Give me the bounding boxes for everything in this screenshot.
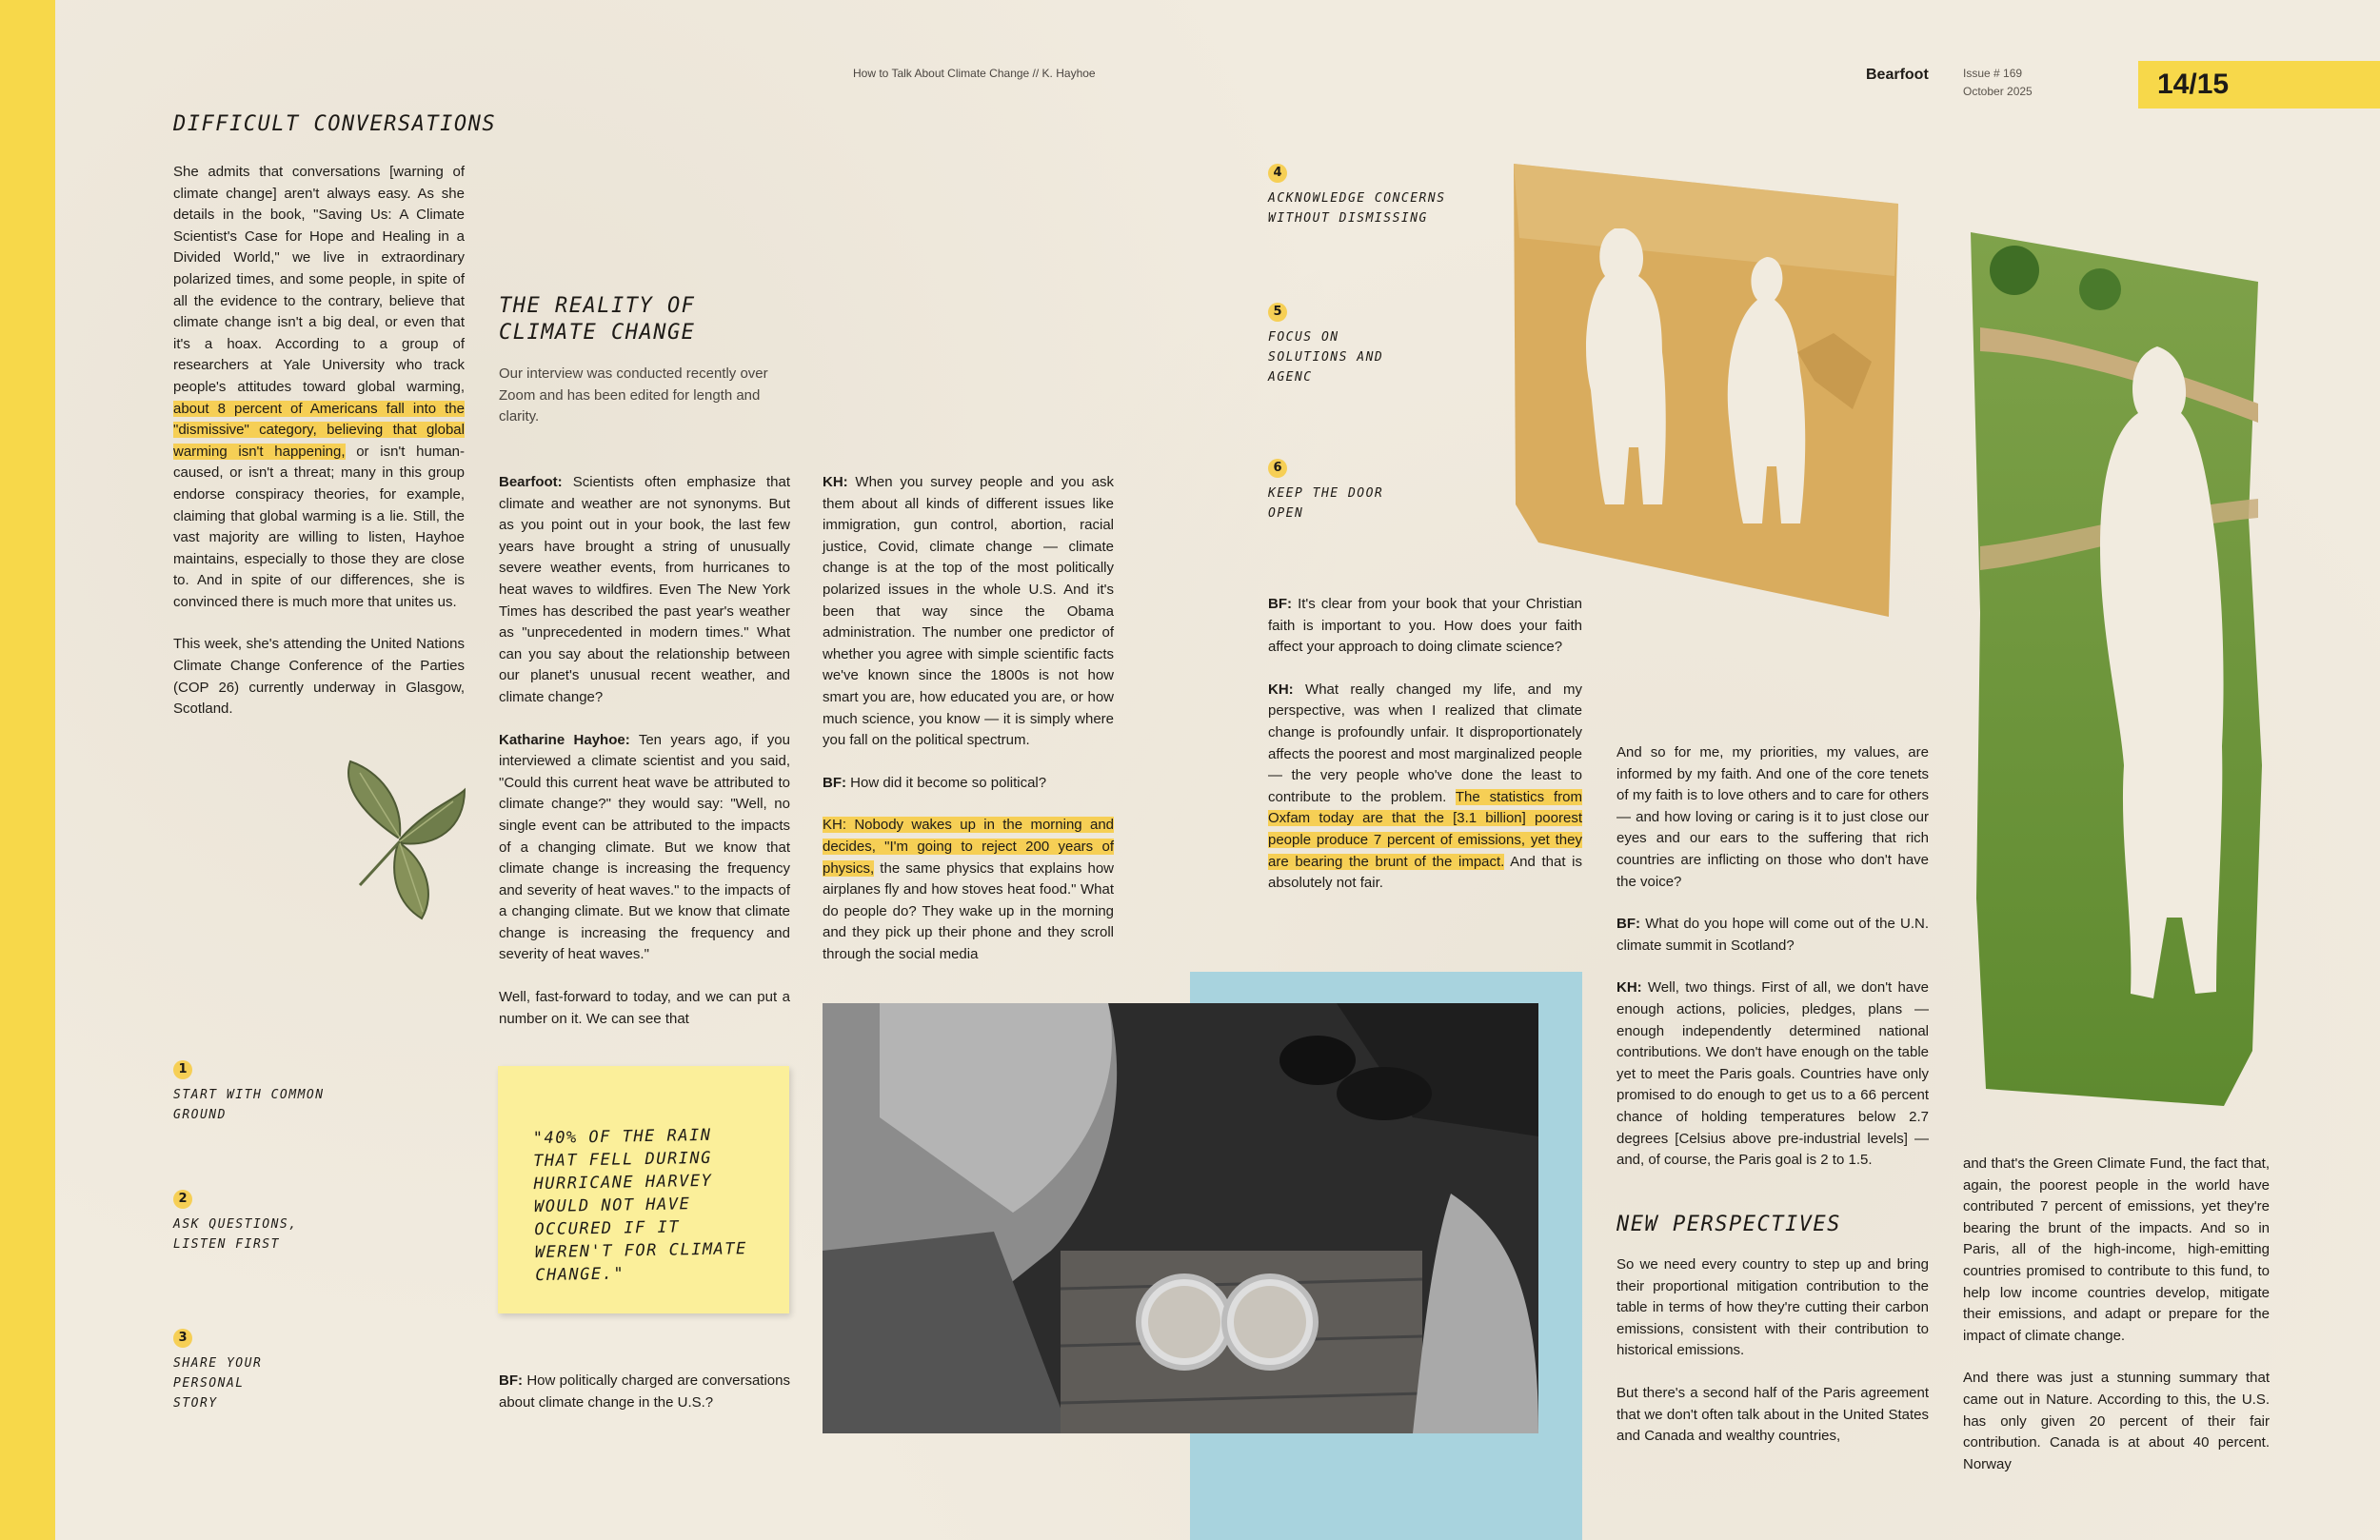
step-label: ACKNOWLEDGE CONCERNS WITHOUT DISMISSING <box>1268 191 1446 226</box>
step-label: ASK QUESTIONS, LISTEN FIRST <box>173 1217 298 1252</box>
paragraph: This week, she's attending the United Nations Climate Change Conference of the Parties (COP 26) currently underway in Glasgow, Scotland. <box>173 636 465 718</box>
leaf-illustration <box>331 752 472 921</box>
paragraph: But there's a second half of the Paris agreement that we don't often talk about in the United States and Canada and wealthy countries, <box>1616 1384 1929 1445</box>
step-number-badge: 5 <box>1268 303 1287 322</box>
step-number-badge: 1 <box>173 1060 192 1079</box>
highlighted-quote: about 8 percent of Americans fall into the "dismissive" category, believing that global warming isn't happening, <box>173 400 465 460</box>
grass-cutout-silhouette <box>1967 232 2262 1106</box>
page-number-tab <box>2138 61 2380 109</box>
step-number-badge: 4 <box>1268 164 1287 183</box>
answer: KH: Nobody wakes up in the morning and decides, "I'm going to reject 200 years of physics, the same physics that explains how airplanes fly and how stoves heat food." What do people do? They wake up in the morning and they pick up their phone and they scroll through the social media <box>823 817 1114 962</box>
issue-number: Issue # 169 <box>1963 67 2023 80</box>
step-number-badge: 6 <box>1268 459 1287 478</box>
step-3 <box>173 1329 297 1413</box>
sticky-note-quote: "40% OF THE RAIN THAT FELL DURING HURRICANE HARVEY WOULD NOT HAVE OCCURED IF IT WEREN'T FOR CLIMATE CHANGE." <box>532 1125 747 1286</box>
question: Bearfoot: Scientists often emphasize that climate and weather are not synonyms. But as you point out in your book, the last few years have brought a string of unusually severe weather events, from hurricanes to heat waves to wildfires. Even The New York Times has described the past year's weather as "unprecedented in modern times." What can you say about the relationship between our planet's unusual recent weather, and climate change? <box>499 474 790 705</box>
step-2 <box>173 1190 345 1254</box>
question: BF: How did it become so political? <box>823 774 1047 791</box>
paragraph: And so for me, my priorities, my values, are informed by my faith. And one of the core tenets of my faith is to love others and to care for others — and how loving or caring is it to just close our eyes and our ears to the suffering that rich countries are inflicting on those who don't have the voice? <box>1616 744 1929 890</box>
step-label: SHARE YOUR PERSONAL STORY <box>173 1356 263 1411</box>
issue-date: October 2025 <box>1963 85 2033 98</box>
step-1 <box>173 1060 345 1125</box>
step-5 <box>1268 303 1401 387</box>
step-number-badge: 2 <box>173 1190 192 1209</box>
answer: Katharine Hayhoe: Ten years ago, if you interviewed a climate scientist and you said, "Could this current heat wave be attributed to climate change?" they would say: "Well, no single event can be attributed to the impacts of a changing climate. But we know that climate change is increasing the frequency and severity of heat waves." to the impacts of a changing climate. But we know that climate change is increasing the frequency and severity of heat waves." <box>499 731 790 963</box>
yellow-spine-bar <box>0 0 55 1540</box>
issue-info <box>1963 65 2033 101</box>
wood-cutout-silhouettes <box>1510 162 1902 619</box>
paragraph: So we need every country to step up and bring their proportional mitigation contribution to the table in terms of how they're cutting their carbon emissions, consistent with their contribution to historical emissions. <box>1616 1256 1929 1359</box>
column-1-text <box>173 162 465 741</box>
running-title: How to Talk About Climate Change // K. Hayhoe <box>853 67 1096 80</box>
photo-two-coffee-cups <box>823 1003 1538 1433</box>
sticky-note <box>498 1066 789 1313</box>
step-number-badge: 3 <box>173 1329 192 1348</box>
section-heading-reality: THE REALITY OF CLIMATE CHANGE <box>499 294 696 345</box>
answer-continued: Well, fast-forward to today, and we can put a number on it. We can see that <box>499 989 790 1027</box>
column-2-text <box>499 472 790 1051</box>
step-label: START WITH COMMON GROUND <box>173 1088 325 1122</box>
paragraph: She admits that conversations [warning of climate change] aren't always easy. As she details in the book, "Saving Us: A Climate Scientist's Case for Hope and Healing in a Divided World," we live in extraordinary polarized times, and some people, in spite of all the evidence to the contrary, believe that climate change isn't a big deal, or even that it's a hoax. According to a group of researchers at Yale University who track people's attitudes toward global warming, about 8 percent of Americans fall into the "dismissive" category, believing that global warming isn't happening, or isn't human-caused, or isn't a threat; many in this group endorse conspiracy theories, for example, claiming that global warming is a lie. Still, the vast majority are willing to listen, Hayhoe maintains, especially to those they are close to. And in spite of our differences, she is convinced there is much more that unites us. <box>173 164 465 610</box>
answer: KH: When you survey people and you ask them about all kinds of different issues like immigration, gun control, abortion, racial justice, Covid, climate change — climate change is at the top of the most politically polarized issues in the whole U.S. And it's been that way since the Obama administration. The number one predictor of whether you agree with simple scientific facts we've known since the 1800s is not how smart you are, how educated you are, or how much science, you know — it is simply where you fall on the political spectrum. <box>823 474 1114 749</box>
paragraph: And there was just a stunning summary that came out in Nature. According to this, the U.S. has only given 20 percent of their fair contribution. Canada is at about 40 percent. Norway <box>1963 1370 2270 1472</box>
section-heading-difficult-conversations: DIFFICULT CONVERSATIONS <box>173 112 497 136</box>
paragraph: and that's the Green Climate Fund, the fact that, again, the poorest people in the world have contributed 7 percent of emissions, yet they're bearing the brunt of the impacts. And so in Paris, all of the high-income, high-emitting countries promised to contribute to this fund, to help low income countries develop, mitigate their emissions, and adapt or prepare for the impact of climate change. <box>1963 1155 2270 1344</box>
interview-intro: Our interview was conducted recently over Zoom and has been edited for length and clarity. <box>499 365 768 425</box>
question: BF: What do you hope will come out of the U.N. climate summit in Scotland? <box>1616 916 1929 954</box>
column-6-text <box>1963 1154 2270 1496</box>
highlighted-quote: The statistics from Oxfam today are that the [3.1 billion] poorest people produce 7 percent of emissions, yet they are bearing the brunt of the impact. <box>1268 788 1582 870</box>
step-4 <box>1268 164 1458 228</box>
step-label: KEEP THE DOOR OPEN <box>1268 486 1384 521</box>
column-4-text <box>1268 594 1582 916</box>
section-heading-new-perspectives: NEW PERSPECTIVES <box>1616 1213 1841 1236</box>
column-5-bottom-text <box>1616 1254 1929 1469</box>
column-5-text <box>1616 742 1929 1193</box>
answer: KH: Well, two things. First of all, we don't have enough actions, policies, pledges, plans — enough independently determined national contributions. We don't have enough on the table yet to meet the Paris goals. Countries have only promised to do enough to get us to a 66 percent chance of holding temperatures below 2.7 degrees [Celsius above pre-industrial levels] — and, of course, the Paris goal is 2 to 1.5. <box>1616 979 1929 1169</box>
page-number: 14/15 <box>2157 69 2230 100</box>
question: BF: It's clear from your book that your Christian faith is important to you. How does your faith affect your approach to doing climate science? <box>1268 596 1582 656</box>
step-label: FOCUS ON SOLUTIONS AND AGENC <box>1268 330 1384 385</box>
answer: KH: What really changed my life, and my perspective, was when I realized that climate change is profoundly unfair. It disproportionately affects the poorest and most marginalized people — the very people who've done the least to contribute to the problem. The statistics from Oxfam today are that the [3.1 billion] poorest people produce 7 percent of emissions, yet they are bearing the brunt of the impact. And that is absolutely not fair. <box>1268 681 1582 892</box>
column-2-bottom-question: BF: How politically charged are conversations about climate change in the U.S.? <box>499 1372 790 1411</box>
brand-name: Bearfoot <box>1866 67 1929 83</box>
column-3-text <box>823 472 1114 986</box>
highlighted-quote: KH: Nobody wakes up in the morning and decides, "I'm going to reject 200 years of physics, <box>823 817 1114 877</box>
step-6 <box>1268 459 1401 523</box>
